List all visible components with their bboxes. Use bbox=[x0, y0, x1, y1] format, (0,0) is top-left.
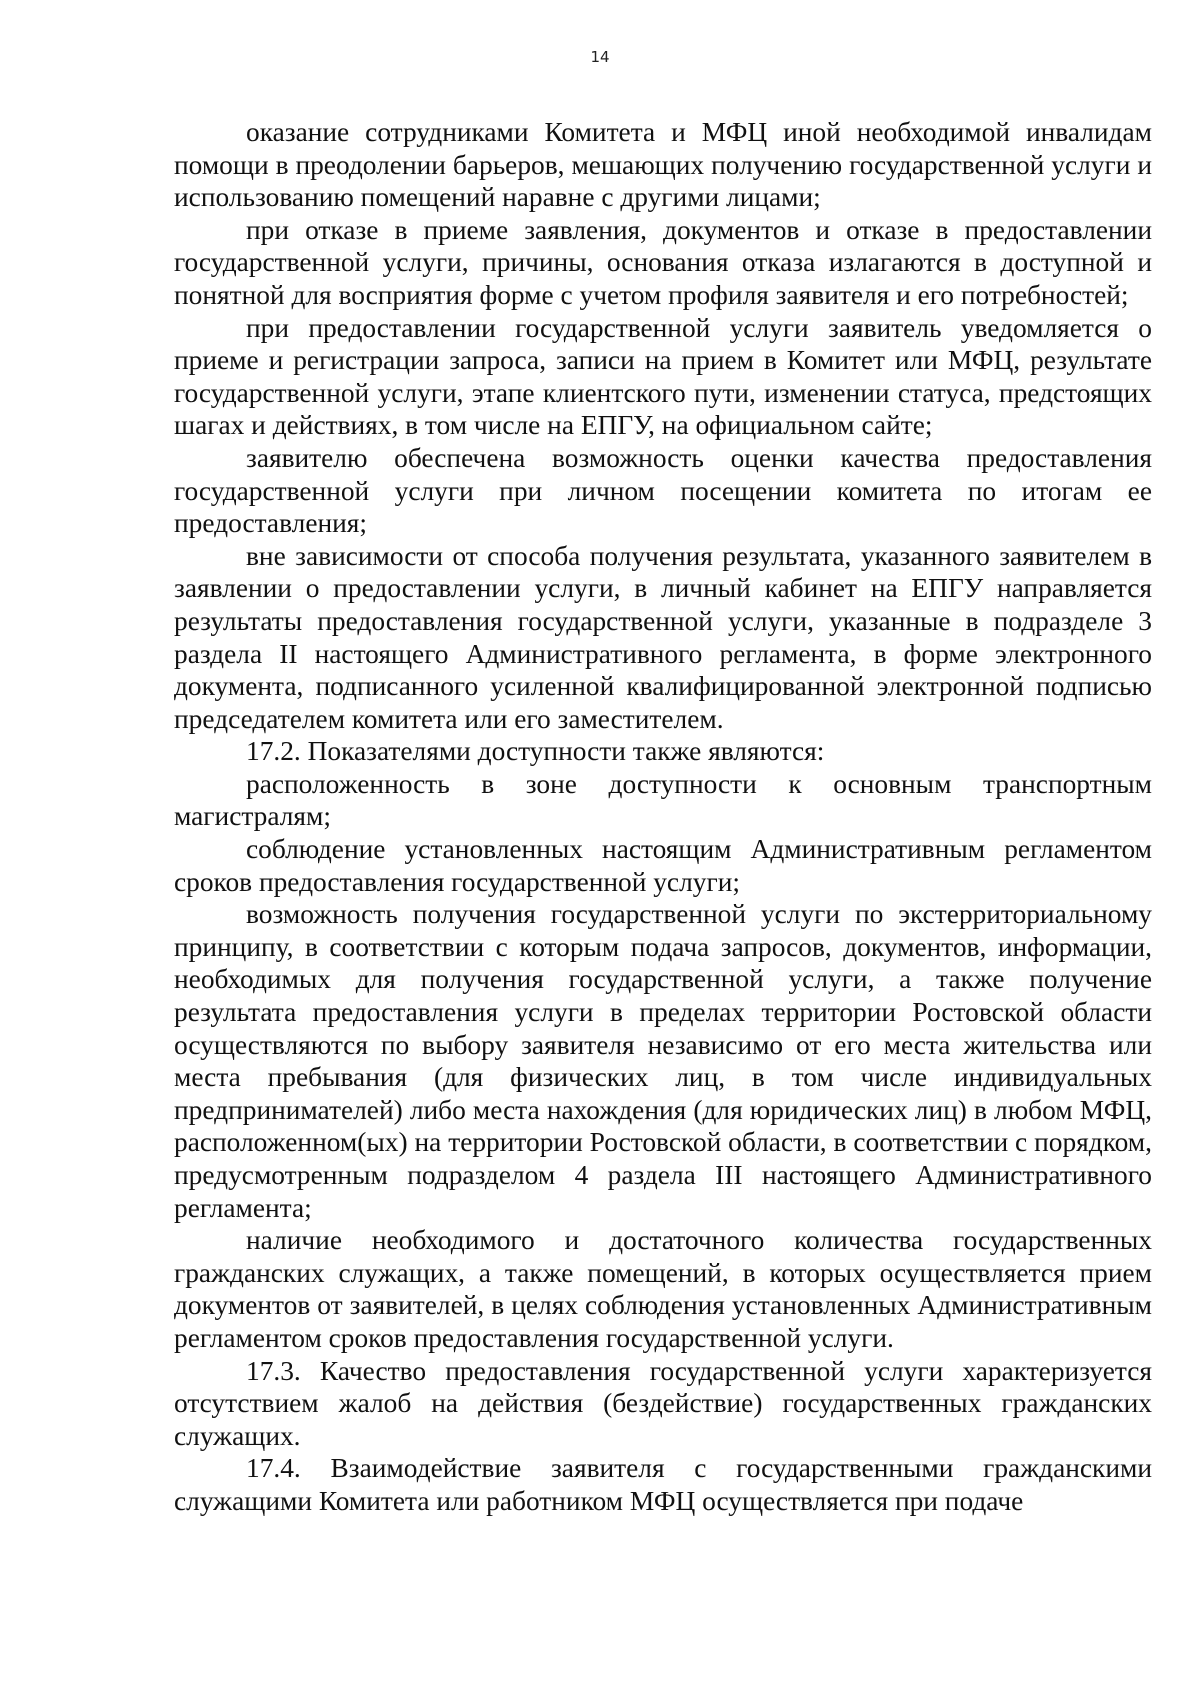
paragraph-extraterritorial: возможность получения государственной услуги по экстерриториальному принципу, в соответствии с которым подача запросов, документов, информации, необходимых для получения государственной услуги, а также получение результата предоставления услуги в пределах территории Ростовской области осуществляются по выбору заявителя независимо от его места жительства или места пребывания (для физических лиц, в том числе индивидуальных предпринимателей) либо места нахождения (для юридических лиц) в любом МФЦ, расположенном(ых) на территории Ростовской области, в соответствии с порядком, предусмотренным подразделом 4 раздела III настоящего Административного регламента; bbox=[174, 899, 1152, 1223]
paragraph-transport-access: расположенность в зоне доступности к основным транспортным магистралям; bbox=[174, 768, 1152, 832]
paragraph-17-2-heading: 17.2. Показателями доступности также являются: bbox=[246, 736, 825, 767]
paragraph-staff-premises: наличие необходимого и достаточного количества государственных гражданских служащих, а также помещений, в которых осуществляется прием документов от заявителей, в целях соблюдения установленных Административным регламентом сроков предоставления государственной услуги. bbox=[174, 1225, 1152, 1353]
paragraph-applicant-notification: при предоставлении государственной услуги заявитель уведомляется о приеме и регистрации запроса, записи на прием в Комитет или МФЦ, результате государственной услуги, этапе клиентского пути, изменении статуса, предстоящих шагах и действиях, в том числе на ЕПГУ, на официальном сайте; bbox=[174, 312, 1152, 441]
paragraph-quality-assessment: заявителю обеспечена возможность оценки качества предоставления государственной услуги при личном посещении комитета по итогам ее предоставления; bbox=[174, 442, 1152, 539]
page-number: 14 bbox=[590, 48, 610, 66]
paragraph-refusal-reasons: при отказе в приеме заявления, документов и отказе в предоставлении государственной услуги, причины, основания отказа излагаются в доступной и понятной для восприятия форме с учетом профиля заявителя и его потребностей; bbox=[174, 214, 1152, 310]
paragraph-17-4-interaction: 17.4. Взаимодействие заявителя с государственными гражданскими служащими Комитета или работником МФЦ осуществляется при подаче bbox=[174, 1453, 1152, 1516]
paragraph-result-delivery: вне зависимости от способа получения результата, указанного заявителем в заявлении о предоставлении услуги, в личный кабинет на ЕПГУ направляется результаты предоставления государственной услуги, указанные в подразделе 3 раздела II настоящего Административного регламента, в форме электронного документа, подписанного усиленной квалифицированной электронной подписью председателем комитета или его заместителем. bbox=[174, 540, 1152, 734]
paragraph-17-3-quality: 17.3. Качество предоставления государственной услуги характеризуется отсутствием жалоб на действия (бездействие) государственных гражданских служащих. bbox=[174, 1355, 1152, 1451]
paragraph-accessibility-assistance: оказание сотрудниками Комитета и МФЦ иной необходимой инвалидам помощи в преодолении барьеров, мешающих получению государственной услуги и использованию помещений наравне с другими лицами; bbox=[174, 117, 1152, 213]
document-body bbox=[174, 116, 1152, 1518]
paragraph-deadlines: соблюдение установленных настоящим Административным регламентом сроков предоставления государственной услуги; bbox=[174, 834, 1152, 897]
